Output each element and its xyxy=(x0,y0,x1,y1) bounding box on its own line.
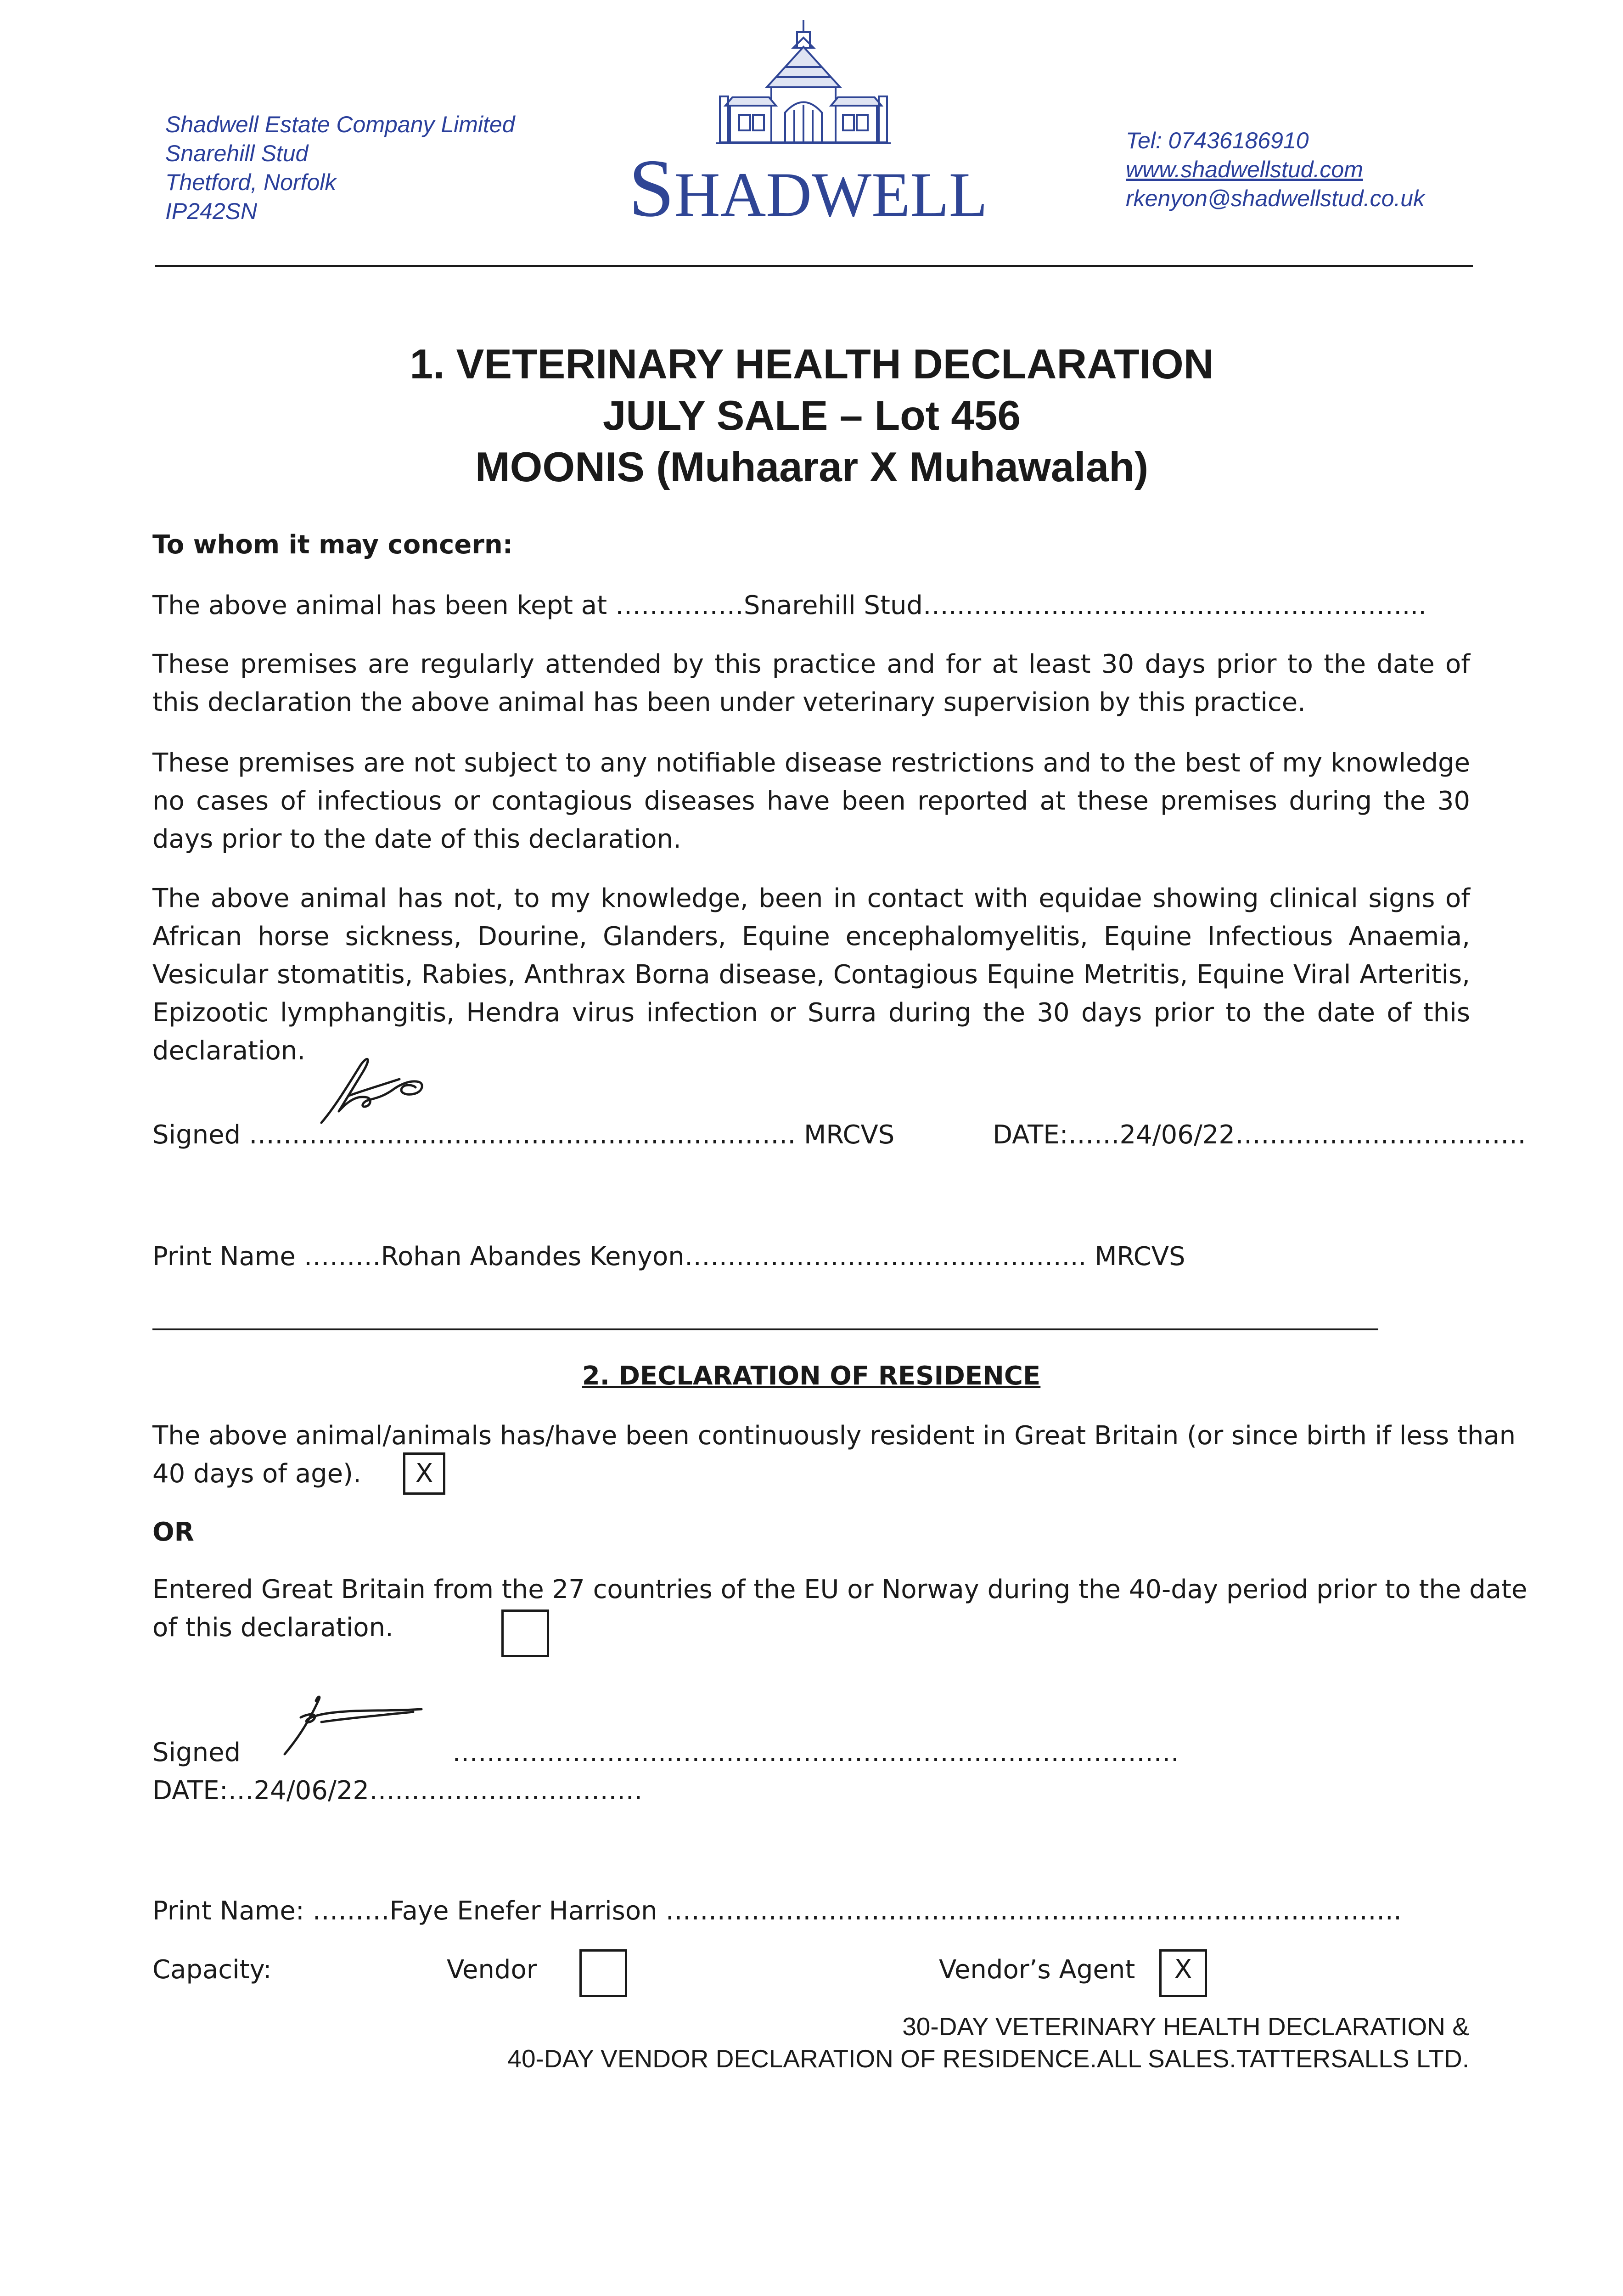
address-line-2: Snarehill Stud xyxy=(165,141,309,166)
residence-section-title: 2. DECLARATION OF RESIDENCE xyxy=(582,1361,1041,1391)
capacity-label: Capacity: xyxy=(152,1955,272,1985)
declaration-title-line-2: JULY SALE – Lot 456 xyxy=(602,393,1021,439)
vendors-agent-label: Vendor’s Agent xyxy=(939,1955,1135,1985)
residence-option-2-text-cont: of this declaration. xyxy=(152,1613,393,1643)
declaration-title-line-1: 1. VETERINARY HEALTH DECLARATION xyxy=(410,341,1214,388)
vendor-label: Vendor xyxy=(447,1955,537,1985)
shadwell-wordmark xyxy=(601,142,1015,236)
header-divider xyxy=(155,265,1473,267)
email-address[interactable]: rkenyon@shadwellstud.co.uk xyxy=(1126,186,1425,211)
vet-signed-line: Signed …………………..…………….……………………. MRCVS xyxy=(152,1120,895,1150)
contact-diseases-paragraph: The above animal has not, to my knowledge, been in contact with equidae showing clinical signs of African horse sickness, Dourine, Glanders, Equine encephalomyelitis, Equine Infectious Anaemia, Vesicular stomatitis, Rabies, Anthrax Borna disease, Contagious Equine Metritis, Equine Viral Arteritis, Epizootic lymphangitis, Hendra virus infection or Surra during the 30 days prior to the date of this declaration. xyxy=(152,884,1470,1066)
residence-option-1-text-cont: 40 days of age). xyxy=(152,1459,361,1489)
footer-line-2: 40-DAY VENDOR DECLARATION OF RESIDENCE.ALL SALES.TATTERSALLS LTD. xyxy=(507,2044,1469,2073)
residence-option-1-text: The above animal/animals has/have been continuously resident in Great Britain (or since birth if less than xyxy=(152,1421,1516,1451)
company-address xyxy=(165,110,515,226)
vet-date-line: DATE:……24/06/22…………….……………… xyxy=(993,1120,1526,1150)
or-label: OR xyxy=(152,1517,194,1547)
vet-print-name-line: Print Name ………Rohan Abandes Kenyon……………………………………….. MRCVS xyxy=(152,1242,1185,1272)
section-divider xyxy=(152,1328,1378,1330)
residence-option-2-text: Entered Great Britain from the 27 countries of the EU or Norway during the 40-day period prior to the date xyxy=(152,1575,1528,1604)
shadwell-gatehouse-logo xyxy=(716,18,891,147)
supervision-paragraph: These premises are regularly attended by this practice and for at least 30 days prior to the date of this declaration the above animal has been under veterinary supervision by this practice. xyxy=(152,649,1470,717)
eu-entry-checkbox[interactable] xyxy=(501,1609,549,1657)
vendors-agent-checkbox[interactable]: X xyxy=(1159,1949,1207,1997)
vendor-signed-dots: ……………………..……………………………..…………………… xyxy=(452,1738,1179,1767)
vendor-print-name-line: Print Name: ………Faye Enefer Harrison ………………………………………….………………………………. xyxy=(152,1896,1402,1926)
kept-at-line: The above animal has been kept at ……………Snarehill Stud…..……………………………………………... xyxy=(152,591,1426,620)
continuous-residence-checkbox[interactable]: X xyxy=(403,1452,445,1495)
address-line-1: Shadwell Estate Company Limited xyxy=(165,112,515,137)
telephone: Tel: 07436186910 xyxy=(1126,128,1309,153)
address-line-4: IP242SN xyxy=(165,198,258,224)
website-link[interactable]: www.shadwellstud.com xyxy=(1126,157,1363,182)
address-line-3: Thetford, Norfolk xyxy=(165,169,337,195)
salutation: To whom it may concern: xyxy=(152,530,513,560)
vendor-signed-label: Signed xyxy=(152,1738,241,1767)
vendor-date-line: DATE:…24/06/22…..……………………… xyxy=(152,1776,643,1806)
contact-details xyxy=(1126,126,1425,213)
vendor-signature xyxy=(275,1690,427,1759)
restrictions-paragraph: These premises are not subject to any notifiable disease restrictions and to the best of my knowledge no cases of infectious or contagious diseases have been reported at these premises during the 30 days prior to the date of this declaration. xyxy=(152,748,1470,854)
wordmark-initial: S xyxy=(628,142,674,234)
vendor-checkbox[interactable] xyxy=(579,1949,627,1997)
declaration-title-line-3: MOONIS (Muhaarar X Muhawalah) xyxy=(475,444,1149,490)
wordmark-rest: HADWELL xyxy=(674,159,988,230)
footer-line-1: 30-DAY VETERINARY HEALTH DECLARATION & xyxy=(902,2012,1469,2041)
